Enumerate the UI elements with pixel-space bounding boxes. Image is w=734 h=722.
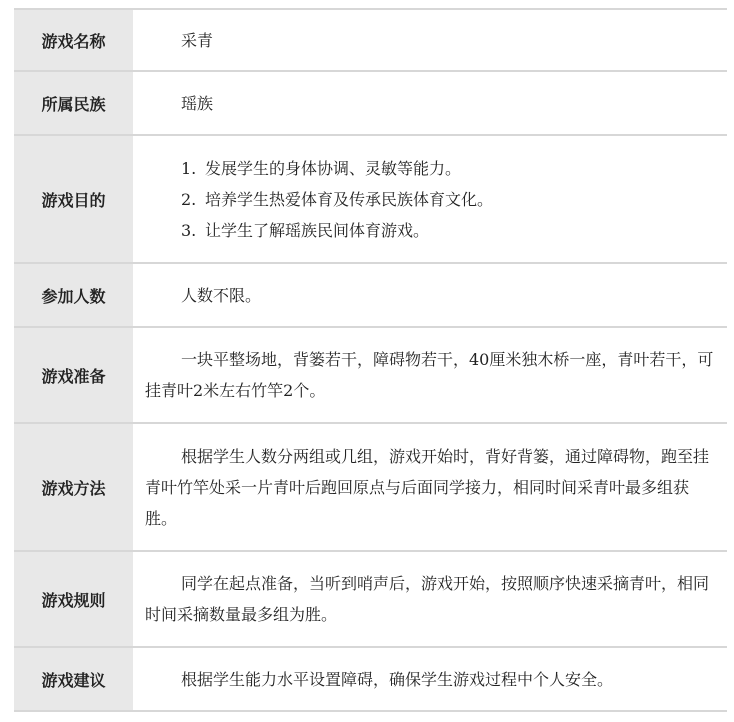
table-row-name (14, 10, 727, 72)
method-text: 根据学生人数分两组或几组，游戏开始时，背好背篓，通过障碍物，跑至挂青叶竹竿处采一片青叶后跑回原点与后面同学接力，相同时间采青叶最多组获胜。 (145, 446, 710, 528)
list-item-number: 2. (181, 189, 197, 209)
table-row-preparation (14, 328, 727, 424)
row-label: 游戏准备 (14, 328, 135, 422)
table-row-suggestion (14, 648, 727, 710)
suggestion-text: 根据学生能力水平设置障碍，确保学生游戏过程中个人安全。 (181, 669, 614, 689)
game-info-table (14, 8, 727, 712)
participants-value: 人数不限。 (181, 285, 262, 305)
preparation-text: 一块平整场地，背篓若干，障碍物若干，40厘米独木桥一座，青叶若干，可挂青叶2米左右竹竿2个。 (145, 350, 714, 400)
row-value (135, 424, 727, 550)
ethnicity-value: 瑶族 (181, 93, 214, 113)
row-label: 游戏目的 (14, 136, 135, 262)
row-label: 所属民族 (14, 72, 135, 134)
row-label: 游戏方法 (14, 424, 135, 550)
row-value (135, 264, 727, 326)
list-item-number: 1. (181, 158, 197, 178)
row-value (135, 136, 727, 262)
row-value (135, 72, 727, 134)
game-name-value: 采青 (181, 30, 214, 50)
list-item (145, 184, 717, 215)
list-item-text: 培养学生热爱体育及传承民族体育文化。 (205, 189, 494, 209)
table-row-participants (14, 264, 727, 328)
rules-text: 同学在起点准备，当听到哨声后，游戏开始，按照顺序快速采摘青叶，相同时间采摘数量最多组为胜。 (145, 574, 710, 624)
list-item-number: 3. (181, 220, 197, 240)
table-row-rules (14, 552, 727, 648)
table-row-purpose (14, 136, 727, 264)
list-item (145, 153, 717, 184)
row-label: 游戏名称 (14, 10, 135, 70)
list-item-text: 让学生了解瑶族民间体育游戏。 (205, 220, 430, 240)
row-value (135, 328, 727, 422)
list-item-text: 发展学生的身体协调、灵敏等能力。 (205, 158, 462, 178)
row-value (135, 10, 727, 70)
purpose-list (145, 153, 717, 246)
row-label: 游戏规则 (14, 552, 135, 646)
table-row-ethnicity (14, 72, 727, 136)
row-value (135, 648, 727, 710)
row-label: 参加人数 (14, 264, 135, 326)
table-row-method (14, 424, 727, 552)
row-value (135, 552, 727, 646)
list-item (145, 215, 717, 246)
row-label: 游戏建议 (14, 648, 135, 710)
